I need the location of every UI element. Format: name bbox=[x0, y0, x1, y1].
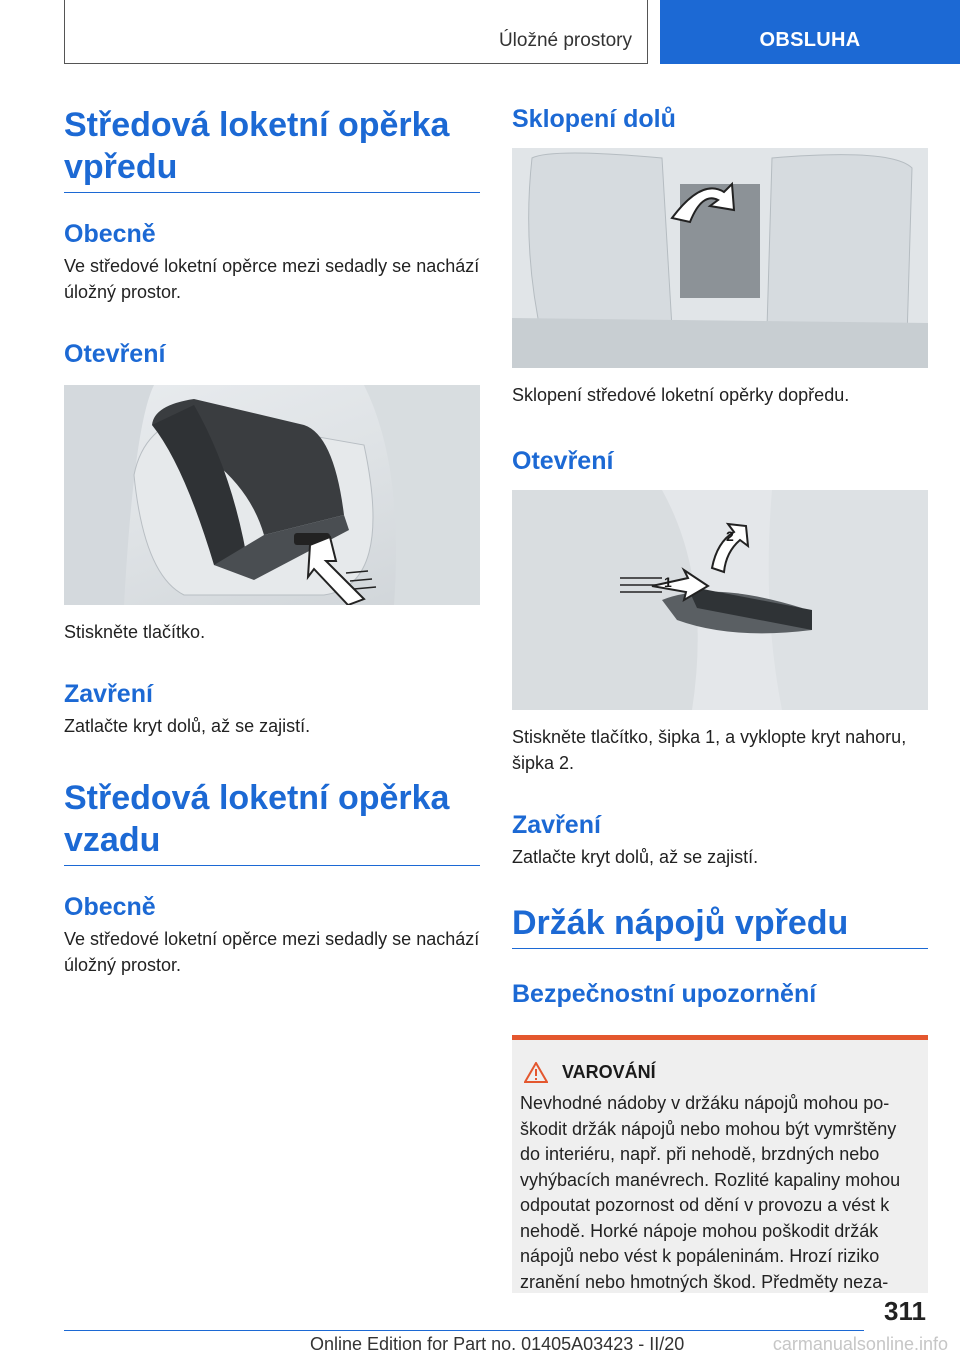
rear-armrest-open-illustration bbox=[512, 490, 928, 710]
callout-arrow-1: 1 bbox=[664, 574, 672, 590]
caption-front-open: Stiskněte tlačítko. bbox=[64, 622, 206, 642]
heading-rear-armrest: Středová loketní opěrka vzadu bbox=[64, 777, 480, 866]
text-close-front: Zatlačte kryt dolů, až se zajistí. bbox=[64, 716, 311, 736]
heading-safety: Bezpečnostní upozornění bbox=[512, 980, 817, 1008]
rear-armrest-fold-illustration bbox=[512, 148, 928, 368]
heading-close-front: Zavření bbox=[64, 680, 153, 708]
left-column bbox=[64, 104, 480, 978]
image-rear-armrest-open bbox=[512, 490, 928, 710]
caption-open-rear: Stiskněte tlačítko, šipka 1, a vyklopte kryt nahoru, šipka 2. bbox=[512, 727, 907, 773]
heading-general-front: Obecně bbox=[64, 220, 156, 248]
footer-watermark: carmanualsonline.info bbox=[772, 1334, 948, 1354]
warning-triangle-icon bbox=[524, 1062, 548, 1083]
footer-edition: Online Edition for Part no. 01405A03423 - II/20 bbox=[310, 1334, 685, 1354]
image-front-armrest-button bbox=[64, 385, 480, 605]
warning-title: VAROVÁNÍ bbox=[562, 1062, 656, 1082]
heading-open-front: Otevření bbox=[64, 340, 166, 368]
header-chapter-tab[interactable]: OBSLUHA bbox=[660, 0, 960, 64]
page-number: 311 bbox=[884, 1296, 926, 1326]
heading-open-rear: Otevření bbox=[512, 447, 614, 475]
header-section-title: Úložné prostory bbox=[498, 30, 632, 51]
callout-arrow-2: 2 bbox=[726, 528, 734, 544]
heading-front-armrest: Středová loketní opěrka vpředu bbox=[64, 104, 480, 193]
image-rear-armrest-fold bbox=[512, 148, 928, 368]
right-column bbox=[512, 104, 928, 1293]
heading-fold-down: Sklopení dolů bbox=[512, 105, 676, 133]
warning-box bbox=[512, 1035, 928, 1293]
text-general-front: Ve středové loketní opěrce mezi sedadly se nachází úložný prostor. bbox=[64, 256, 480, 302]
heading-cup-holder: Držák nápojů vpředu bbox=[512, 902, 928, 949]
warning-text: Nevhodné nádoby v držáku nápojů mohou poškodit držák nápojů nebo mohou být vymrštěny do interiéru, např. při nehodě, brzdných nebo vyhýbacích manévrech. Rozlité kapaliny mohou odpoutat pozornost od dění v provozu a vést k nehodě. Horké nápoje mohou poškodit držák nápojů nebo vést k popáleninám. Hrozí riziko zranění nebo hmotných škod. Předměty neza- bbox=[520, 1093, 901, 1292]
caption-fold-down: Sklopení středové loketní opěrky dopředu. bbox=[512, 385, 850, 405]
heading-general-rear: Obecně bbox=[64, 893, 156, 921]
heading-close-rear: Zavření bbox=[512, 811, 601, 839]
text-close-rear: Zatlačte kryt dolů, až se zajistí. bbox=[512, 847, 759, 867]
front-armrest-illustration bbox=[64, 385, 480, 605]
footer-divider bbox=[64, 1330, 864, 1331]
text-general-rear: Ve středové loketní opěrce mezi sedadly se nachází úložný prostor. bbox=[64, 929, 480, 975]
